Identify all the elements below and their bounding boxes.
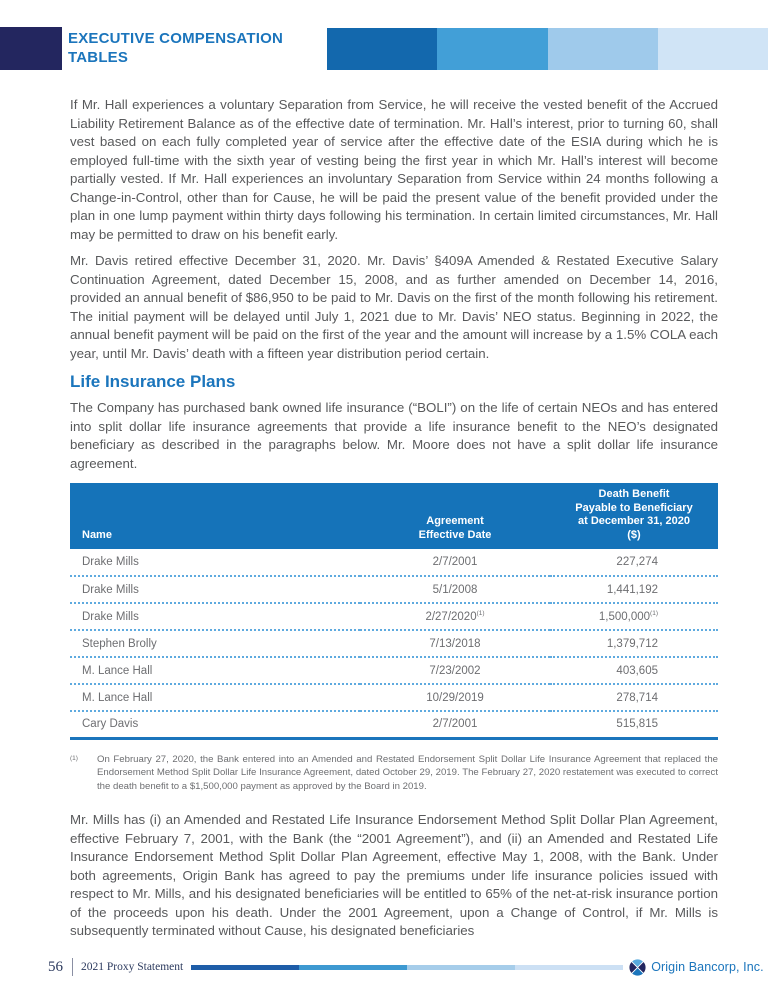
footer-gradient-segment-4 [515,965,623,970]
date-value: 2/27/2020 [425,610,477,623]
table-row [70,549,718,576]
table-footnote [70,753,718,794]
life-insurance-table [70,483,718,740]
page-number: 56 [48,958,63,975]
cell-death-benefit [550,684,718,711]
cell-death-benefit [550,549,718,576]
benefit-value: 515,815 [616,718,658,731]
page-title [68,29,283,67]
cell-agreement-date [360,603,550,630]
page-title-line1: EXECUTIVE COMPENSATION [68,30,283,47]
table-row [70,657,718,684]
header-gradient-bar [327,28,768,70]
paragraph-life-insurance-intro: The Company has purchased bank owned life insurance (“BOLI”) on the life of certain NEOs and has entered into split dollar life insurance agreements that provide a life insurance benefit to the NEO’s designated beneficiary as described in the paragraphs below. Mr. Moore does not have a split dollar life insurance agreement. [70,400,718,471]
cell-agreement-date [360,684,550,711]
date-value: 2/7/2001 [432,556,478,568]
benefit-footnote-ref: (1) [650,609,658,617]
gradient-segment-1 [327,28,437,70]
column-header-agreement-date [360,483,550,549]
footer-divider [72,958,73,976]
date-value: 5/1/2008 [432,583,478,596]
cell-agreement-date [360,657,550,684]
column-header-death-benefit [550,483,718,549]
cell-agreement-date [360,711,550,738]
cell-agreement-date [360,549,550,576]
page-content [70,96,718,941]
date-value: 2/7/2001 [432,718,478,731]
benefit-value: 1,379,712 [606,637,658,650]
cell-death-benefit [550,657,718,684]
benefit-value: 1,500,000 [598,610,651,623]
gradient-segment-3 [548,28,658,70]
paragraph-mills-agreements: Mr. Mills has (i) an Amended and Restated Life Insurance Endorsement Method Split Dollar Plan Agreement, effective February 7, 2001, with the Bank (the “2001 Agreement”), and (ii) an Amended and Restated Life Insurance Endorsement Method Split Dollar Plan Agreement, effective May 1, 2008, with the Bank. Under both agreements, Origin Bank has agreed to pay the premiums under life insurance policies issued with respect to Mr. Mills, and his designated beneficiaries will be entitled to 65% of the net-at-risk insurance portion of the proceeds upon his death. Under the 2001 Agreement, upon a Change of Control, if Mr. Mills is subsequently terminated without Cause, his designated beneficiaries [70,812,718,939]
column-header-name: Name [70,483,360,549]
cell-name: Stephen Brolly [70,630,360,657]
footer-gradient-segment-3 [407,965,515,970]
cell-name: M. Lance Hall [70,684,360,711]
column-header-death-benefit-line3: at December 31, 2020 [578,515,690,527]
cell-death-benefit [550,603,718,630]
cell-death-benefit [550,630,718,657]
page-footer [0,953,768,981]
table-row [70,711,718,738]
gradient-segment-4 [658,28,768,70]
gradient-segment-2 [437,28,547,70]
footer-gradient-bar [191,965,623,970]
date-value: 7/13/2018 [429,637,481,650]
cell-name: Drake Mills [70,576,360,603]
column-header-death-benefit-line2: Payable to Beneficiary [575,501,693,514]
company-name: Origin Bancorp, Inc. [651,960,764,974]
footnote-text: On February 27, 2020, the Bank entered into an Amended and Restated Endorsement Split Dollar Life Insurance Agreement that replaced the Endorsement Method Split Dollar Life Insurance Agreement, dated October 29, 2019. The February 27, 2020 restatement was executed to correct the death benefit to a $1,500,000 payment as approved by the Board in 2019. [97,753,718,792]
cell-name: Cary Davis [70,711,360,738]
paragraph-davis-retirement: Mr. Davis retired effective December 31, 2020. Mr. Davis’ §409A Amended & Restated Executive Salary Continuation Agreement, dated December 15, 2008, and as further amended on December 14, 2016, provided an annual benefit of $86,950 to be paid to Mr. Davis on the first of the month following his retirement. The initial payment will be delayed until July 1, 2021 due to Mr. Davis’ NEO status. Beginning in 2022, the annual benefit payment will be paid on the first of the year and the amount will increase by a 1.5% COLA each year, until Mr. Davis’ death with a fifteen year distribution period certain. [70,253,718,361]
table-row [70,603,718,630]
table-row [70,576,718,603]
cell-agreement-date [360,576,550,603]
date-value: 7/23/2002 [429,664,481,677]
cell-name: M. Lance Hall [70,657,360,684]
table-row [70,684,718,711]
footnote-marker: (1) [70,754,78,762]
date-footnote-ref: (1) [476,609,485,617]
header-band [0,27,768,70]
table-header-row [70,483,718,549]
section-heading-life-insurance: Life Insurance Plans [70,372,236,391]
header-navy-square [0,27,62,70]
column-header-death-benefit-line4: ($) [627,528,641,541]
cell-death-benefit [550,576,718,603]
footer-gradient-segment-2 [299,965,407,970]
cell-name: Drake Mills [70,603,360,630]
paragraph-hall-separation: If Mr. Hall experiences a voluntary Separation from Service, he will receive the vested benefit of the Accrued Liability Retirement Balance as of the effective date of termination. Mr. Hall’s interest, prior to turning 60, shall vest based on each fully completed year of service after the effective date of the ESIA during which he is employed full-time with the sixth year of vesting being the first year in which Mr. Hall’s interest will become partially vested. If Mr. Hall experiences an involuntary Separation from Service within 24 months following a Change-in-Control, other than for Cause, he will be paid the present value of the benefit provided under the plan in one lump payment within thirty days following his termination. In certain limited circumstances, Mr. Hall may be permitted to draw on his benefit early. [70,97,718,242]
page-title-line2: TABLES [68,49,129,66]
column-header-agreement-date-line2: Effective Date [418,528,492,541]
document-title: 2021 Proxy Statement [81,961,184,973]
benefit-value: 278,714 [616,691,658,704]
benefit-value: 1,441,192 [606,583,658,596]
cell-name: Drake Mills [70,549,360,576]
benefit-value: 227,274 [616,556,658,568]
benefit-value: 403,605 [616,664,658,677]
cell-death-benefit [550,711,718,738]
origin-bancorp-logo-icon [629,959,646,976]
column-header-death-benefit-line1: Death Benefit [598,488,670,500]
footer-gradient-segment-1 [191,965,299,970]
date-value: 10/29/2019 [426,691,484,704]
cell-agreement-date [360,630,550,657]
table-row [70,630,718,657]
column-header-agreement-date-line1: Agreement [426,515,484,527]
